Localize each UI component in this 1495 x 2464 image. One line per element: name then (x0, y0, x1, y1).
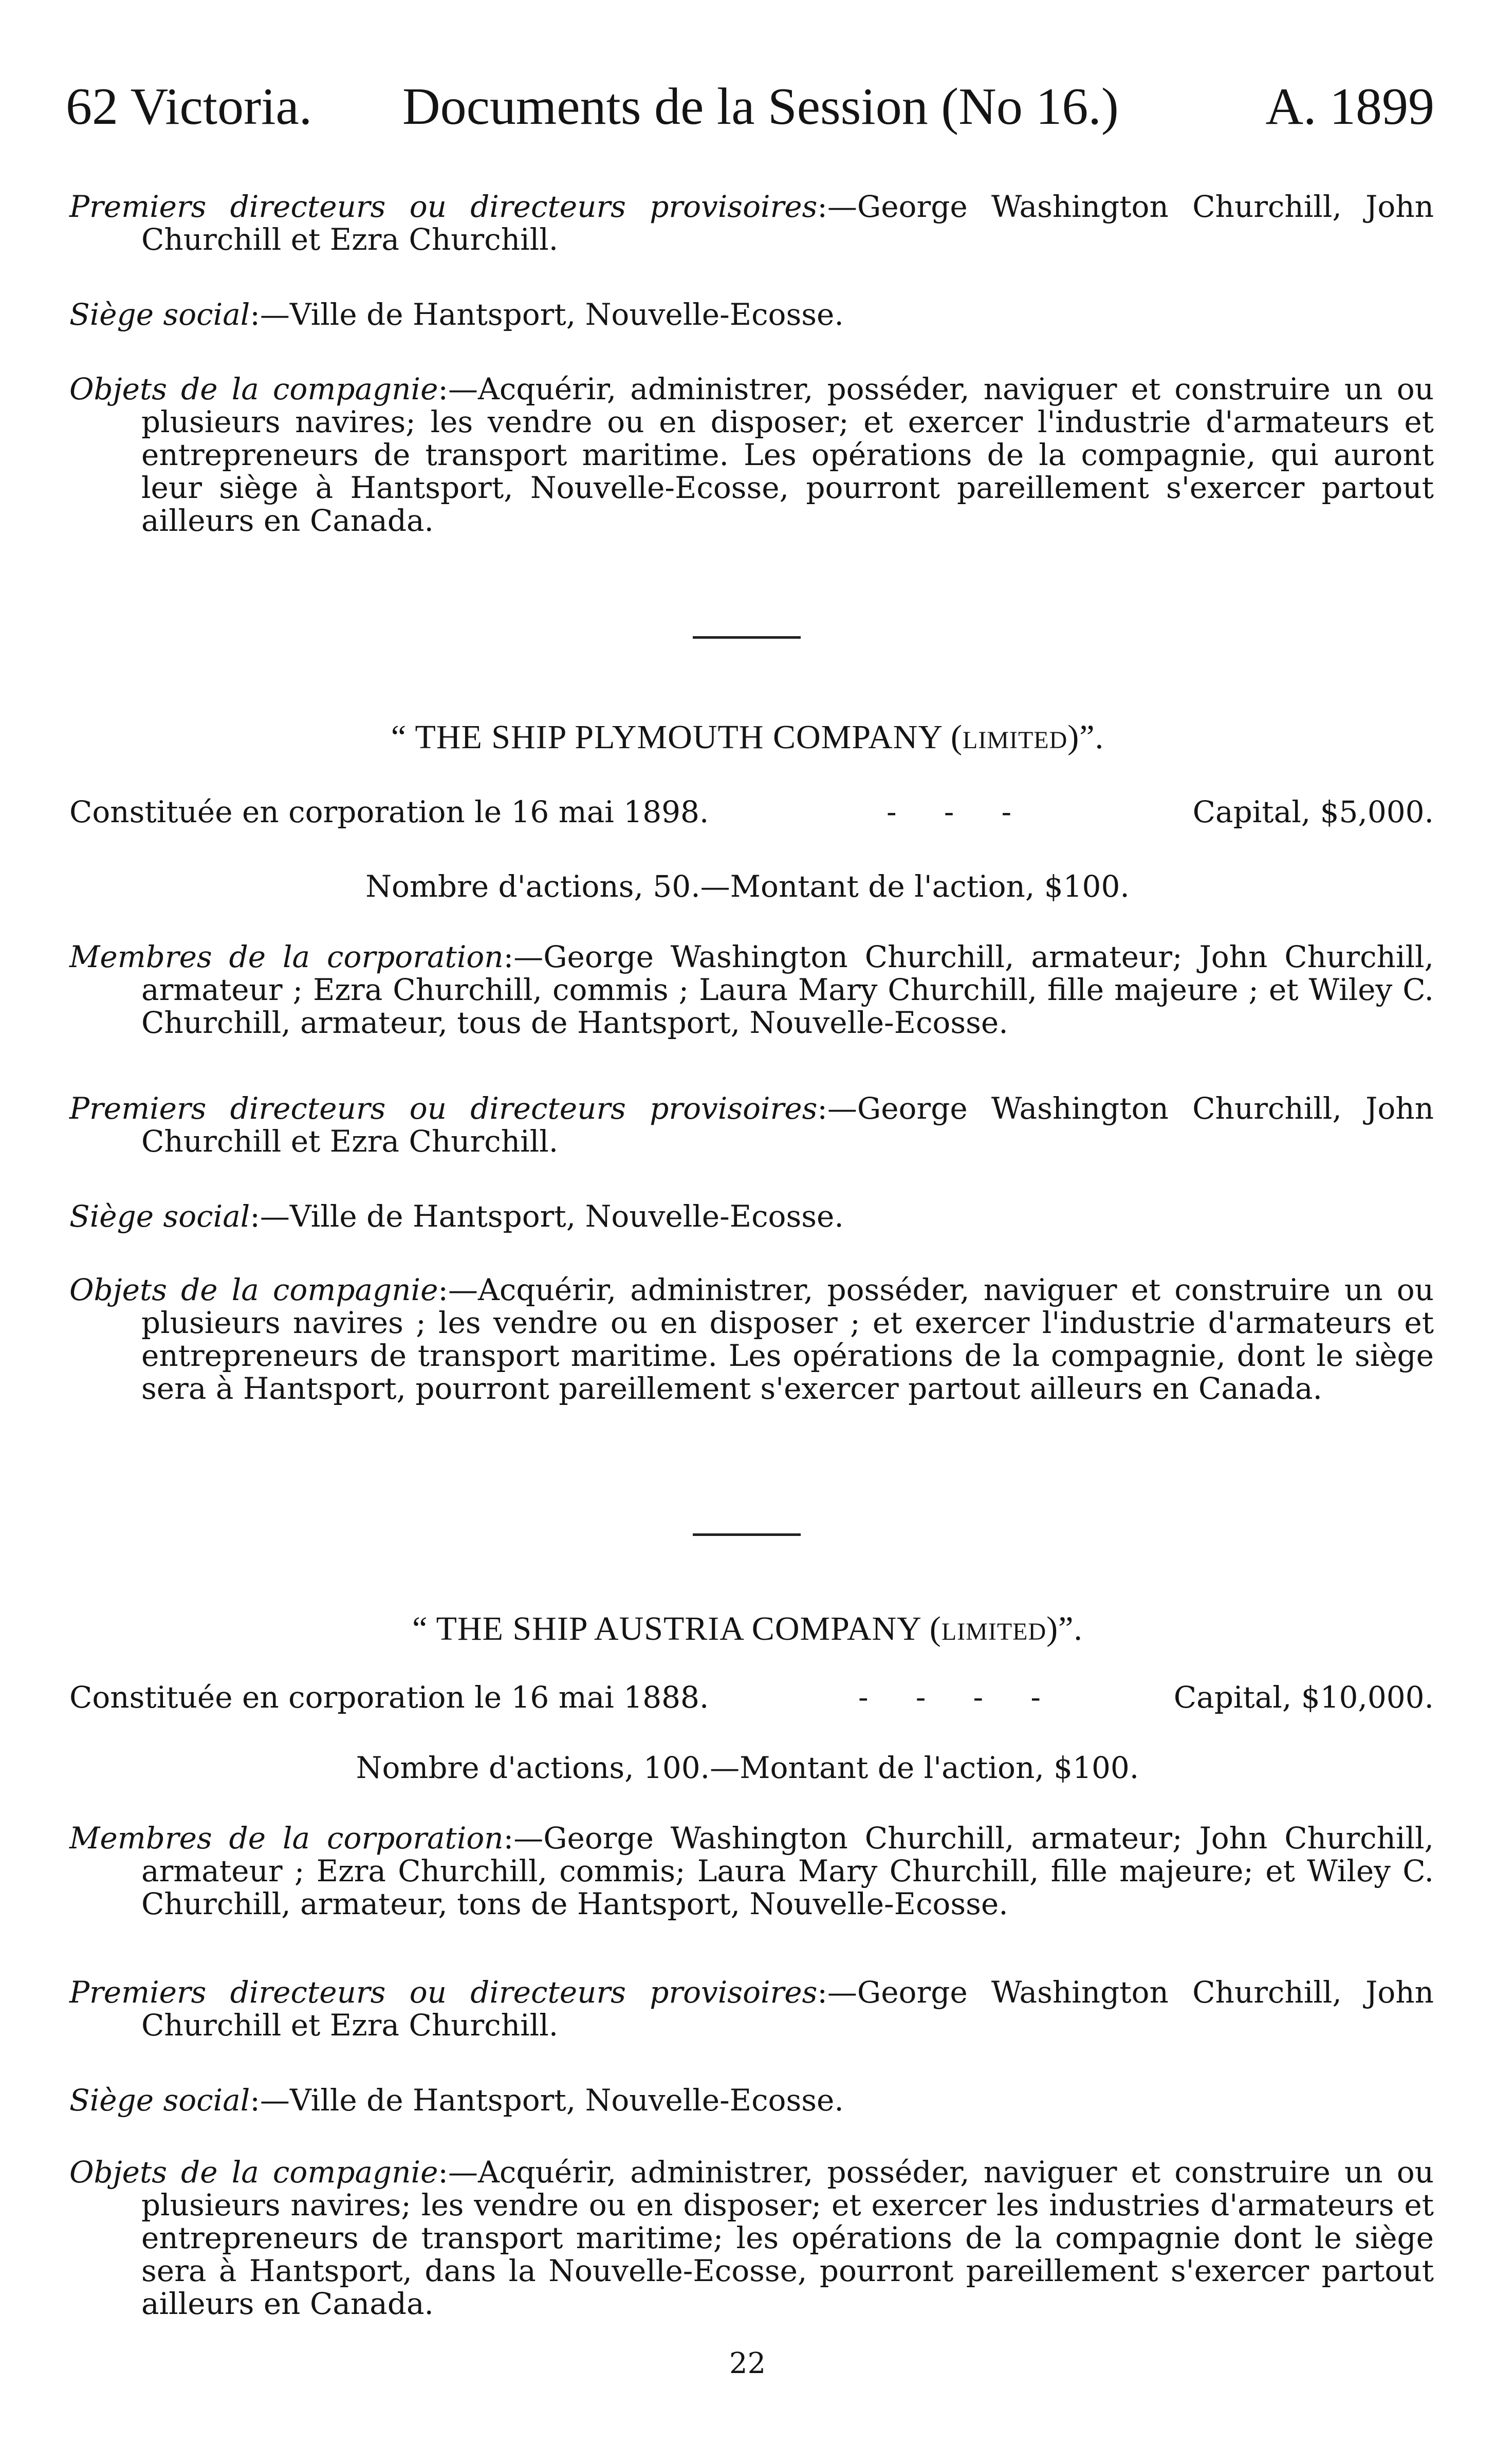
capital-amount: Capital, $10,000. (1173, 1680, 1434, 1715)
austria-membres-paragraph (69, 1822, 1434, 1920)
title-main: “ THE SHIP AUSTRIA COMPANY ( (412, 1610, 942, 1647)
directeurs-label: Premiers directeurs ou directeurs provisoires (69, 189, 818, 224)
page-number: 22 (729, 2347, 766, 2380)
directeurs-text: :—George Washington Churchill, John Churchill et Ezra Churchill. (141, 189, 1434, 257)
plymouth-membres-paragraph (69, 940, 1434, 1039)
leader-dashes: - - - (887, 794, 1012, 829)
austria-objets-paragraph (69, 2156, 1434, 2320)
membres-label: Membres de la corporation (69, 939, 504, 974)
header-year: A. 1899 (1265, 78, 1434, 136)
running-header (66, 66, 1434, 148)
objets-label: Objets de la compagnie (69, 372, 438, 406)
section-divider (693, 1533, 801, 1536)
section-divider (693, 636, 801, 639)
objets-text: :—Acquérir, administrer, posséder, naviguer et construire un ou plusieurs navires; les vendre ou en disposer; et exercer l'industrie d'armateurs et entrepreneurs de transport maritime. Les opérations de la compagnie, qui auront leur siège à Hantsport, Nouvelle-Ecosse, pourront pareillement s'exercer partout ailleurs en Canada. (141, 372, 1434, 538)
austria-siege-paragraph (69, 2084, 1434, 2117)
plymouth-objets-paragraph (69, 1273, 1434, 1405)
title-limited: LIMITED (941, 1618, 1047, 1645)
objets-label: Objets de la compagnie (69, 1272, 438, 1307)
title-limited: LIMITED (963, 727, 1068, 754)
plymouth-actions-line: Nombre d'actions, 50.—Montant de l'action, $100. (365, 869, 1130, 904)
siege-text: :—Ville de Hantsport, Nouvelle-Ecosse. (250, 2083, 844, 2118)
objets-text: :—Acquérir, administrer, posséder, naviguer et construire un ou plusieurs navires; les vendre ou en disposer; et exercer les industries d'armateurs et entrepreneurs de transport maritime; les opérations de la compagnie dont le siège sera à Hantsport, dans la Nouvelle-Ecosse, pourront pareillement s'exercer partout ailleurs en Canada. (141, 2155, 1434, 2321)
directeurs-label: Premiers directeurs ou directeurs provisoires (69, 1975, 818, 2010)
title-main: “ THE SHIP PLYMOUTH COMPANY ( (391, 718, 963, 756)
austria-company-title (0, 1608, 1495, 1653)
top-objets-paragraph (69, 373, 1434, 537)
plymouth-company-title (0, 717, 1495, 761)
directeurs-text: :—George Washington Churchill, John Churchill et Ezra Churchill. (141, 1091, 1434, 1159)
leader-dashes: - - - - (858, 1680, 1041, 1715)
membres-text: :—George Washington Churchill, armateur; John Churchill, armateur ; Ezra Churchill, commis; Laura Mary Churchill, fille majeure; et Wiley C. Churchill, armateur, tons de Hantsport, Nouvelle-Ecosse. (141, 1821, 1434, 1921)
objets-text: :—Acquérir, administrer, posséder, naviguer et construire un ou plusieurs navires ; les vendre ou en disposer ; et exercer l'industrie d'armateurs et entrepreneurs de transport maritime. Les opérations de la compagnie, dont le siège sera à Hantsport, pourront pareillement s'exercer partout ailleurs en Canada. (141, 1272, 1434, 1406)
top-directeurs-paragraph (69, 190, 1434, 256)
siege-text: :—Ville de Hantsport, Nouvelle-Ecosse. (250, 1199, 844, 1234)
siege-label: Siège social (69, 297, 250, 332)
membres-label: Membres de la corporation (69, 1821, 504, 1856)
austria-actions-line: Nombre d'actions, 100.—Montant de l'action, $100. (356, 1750, 1139, 1785)
header-regnal-year: 62 Victoria. (66, 78, 312, 136)
austria-constitution-row (69, 1679, 1434, 1715)
constitution-date: Constituée en corporation le 16 mai 1898. (69, 794, 709, 829)
plymouth-constitution-row (69, 794, 1434, 830)
constitution-date: Constituée en corporation le 16 mai 1888. (69, 1680, 709, 1715)
header-session-title: Documents de la Session (No 16.) (402, 78, 1119, 136)
objets-label: Objets de la compagnie (69, 2155, 438, 2190)
siege-label: Siège social (69, 2083, 250, 2118)
capital-amount: Capital, $5,000. (1192, 794, 1434, 829)
plymouth-directeurs-paragraph (69, 1092, 1434, 1158)
directeurs-text: :—George Washington Churchill, John Churchill et Ezra Churchill. (141, 1975, 1434, 2043)
siege-label: Siège social (69, 1199, 250, 1234)
membres-text: :—George Washington Churchill, armateur; John Churchill, armateur ; Ezra Churchill, commis ; Laura Mary Churchill, fille majeure ; et Wiley C. Churchill, armateur, tous de Hantsport, Nouvelle-Ecosse. (141, 939, 1434, 1040)
top-siege-paragraph (69, 298, 1434, 331)
siege-text: :—Ville de Hantsport, Nouvelle-Ecosse. (250, 297, 844, 332)
title-end: )”. (1046, 1610, 1083, 1647)
plymouth-siege-paragraph (69, 1200, 1434, 1233)
directeurs-label: Premiers directeurs ou directeurs provisoires (69, 1091, 818, 1126)
austria-directeurs-paragraph (69, 1976, 1434, 2042)
title-end: )”. (1067, 718, 1104, 756)
